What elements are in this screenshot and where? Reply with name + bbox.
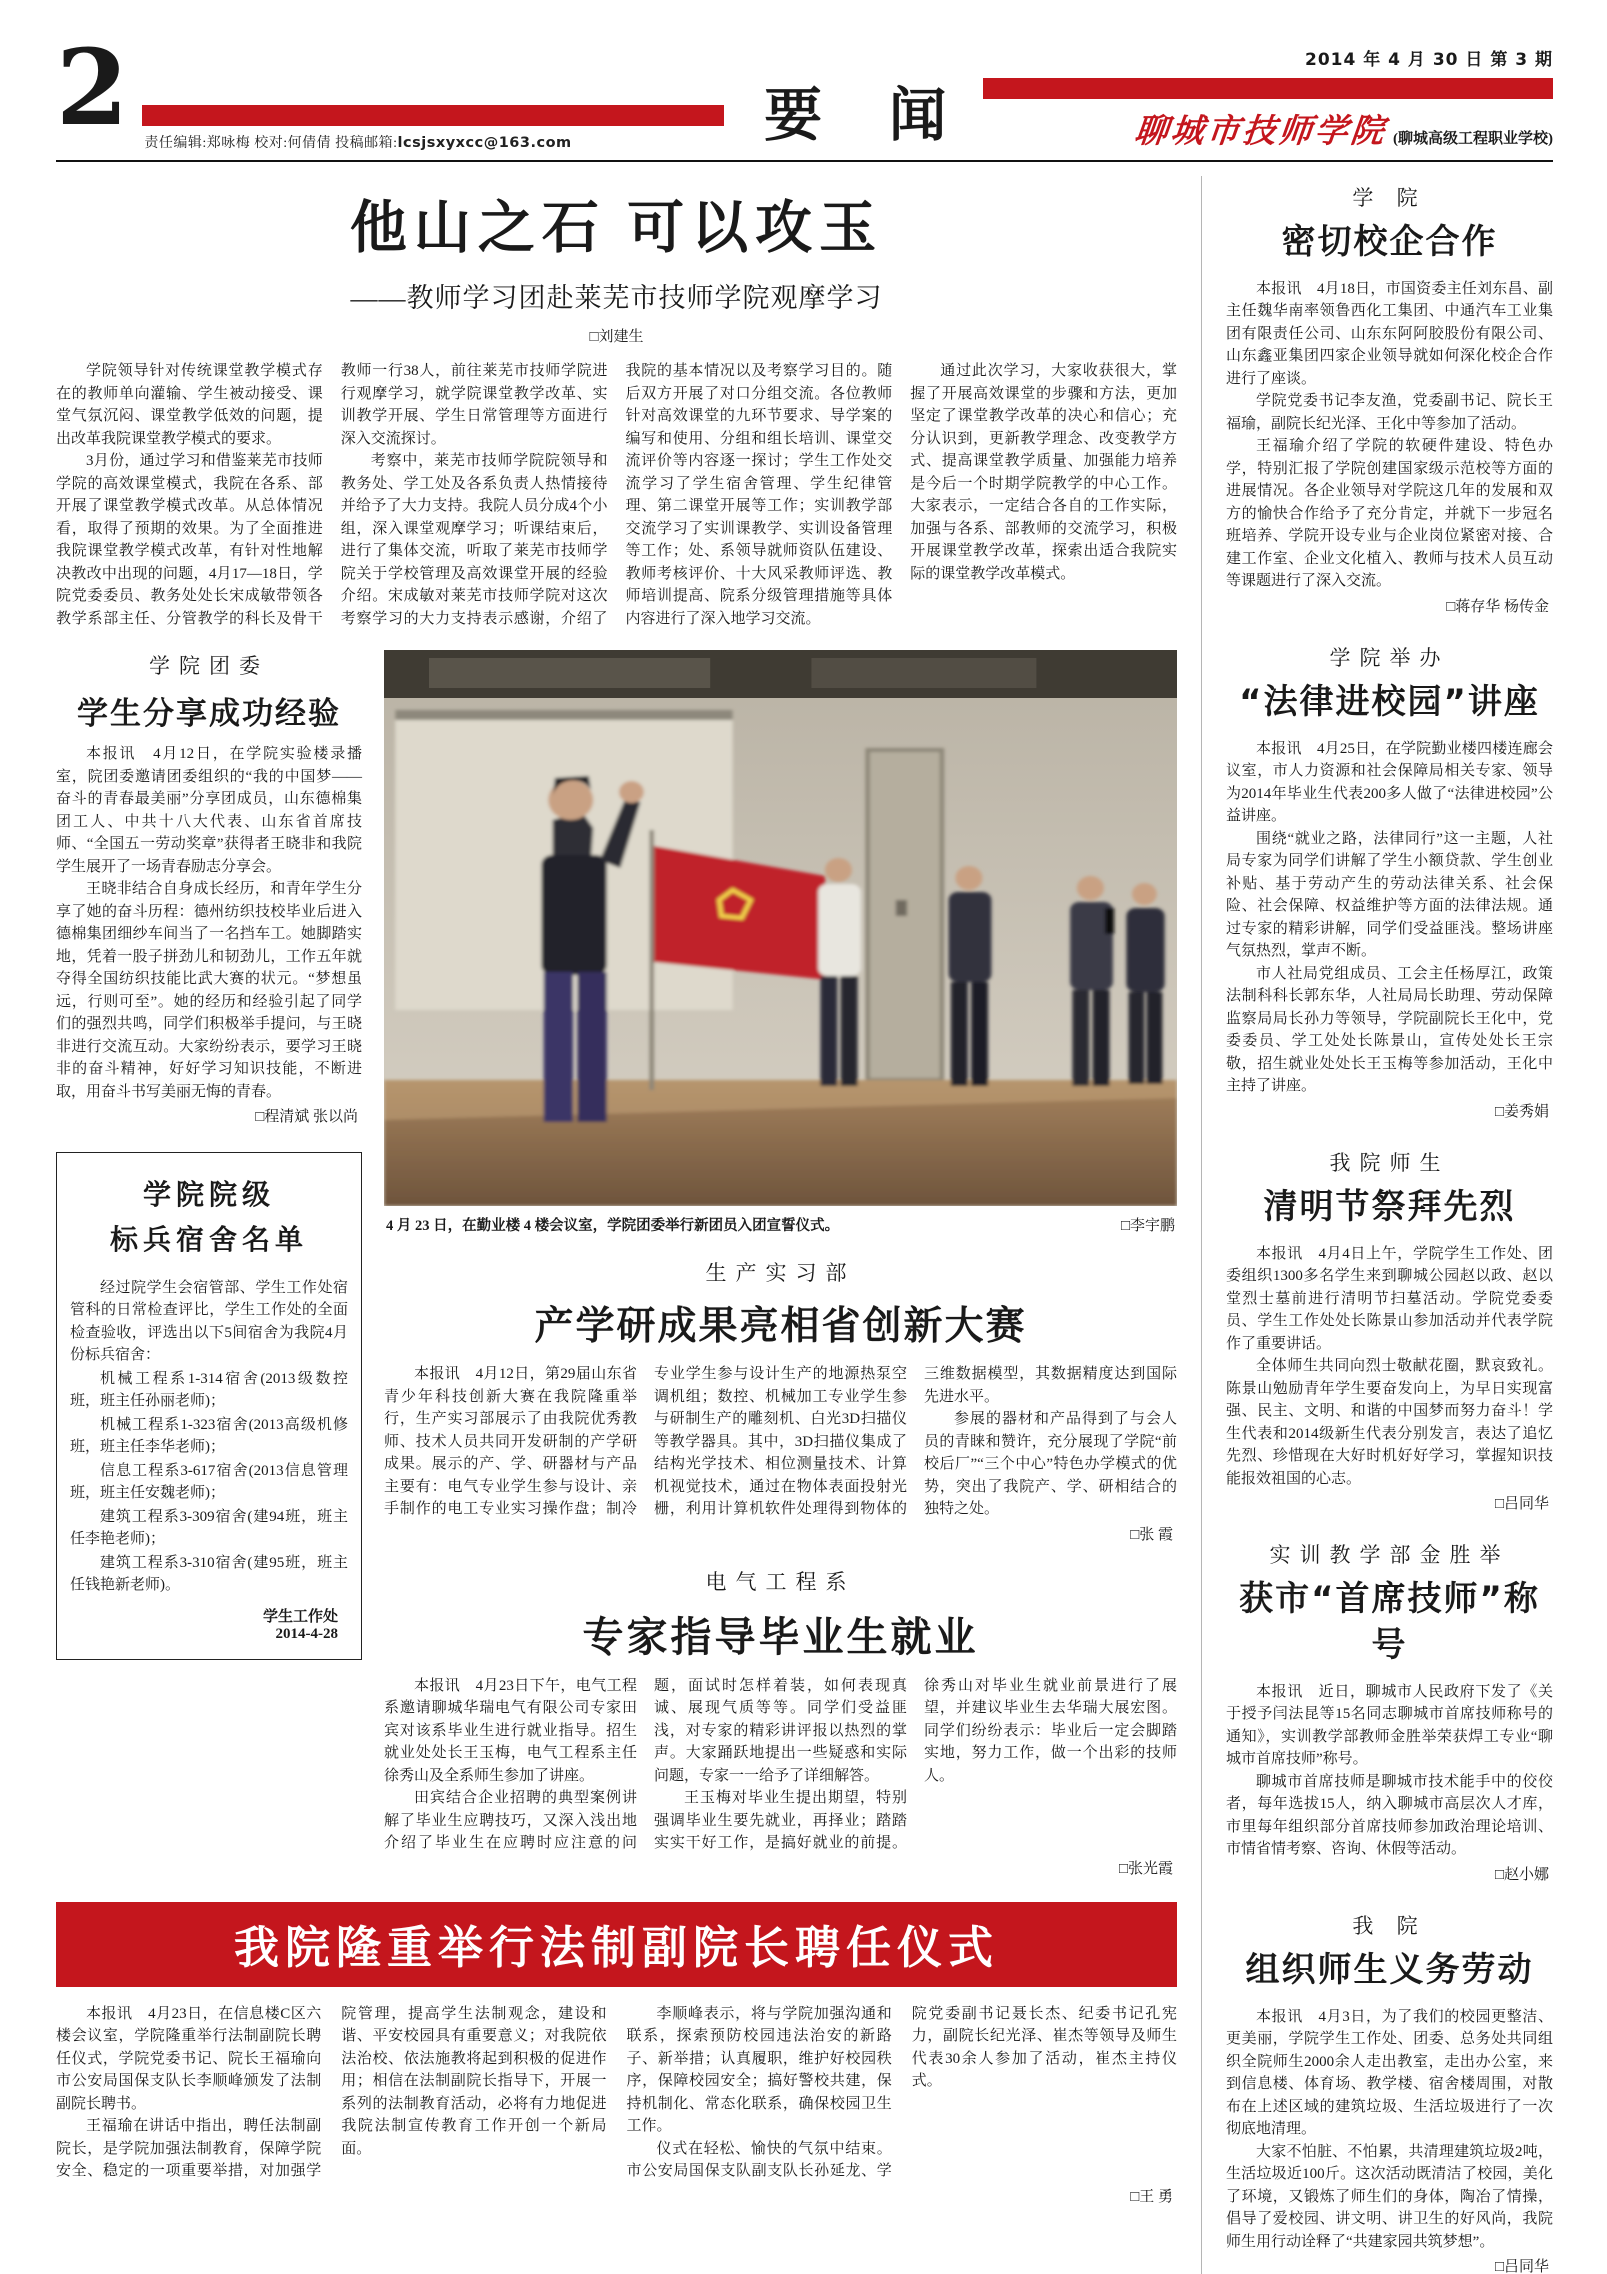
page-number: 2 — [56, 26, 129, 149]
banner-body: 本报讯 4月23日，在信息楼C区六楼会议室，学院隆重举行法制副院长聘任仪式，学院党委书记、院长王福瑜向市公安局国保支队长李顺峰颁发了法制副院长聘书。 王福瑜在讲话中指出，聘任法制副院长，是学院加强法制教育，保障学院安全、稳定的一项重要举措，对加强学院管理，提高学生法制观念，建设和谐、平安校园具有重要意义；对我院依法治校、依法施教将起到积极的促进作用；相信在法制副院长指导下，开展一系列的法制教育活动，必将有力地促进我院法制宣传教育工作开创一个新局面。 李顺峰表示，将与学院加强沟通和联系，探索预防校园违法治安的新路子、新举措；认真履职，维护好校园秩序，保障校园安全；搞好警校共建，保持机制化、常态化联系，确保校园卫生工作。 仪式在轻松、愉快的气氛中结束。市公安局国保支队副支队长孙延龙、学院党委副书记聂长杰、纪委书记孔宪力，副院长纪光泽、崔杰等领导及师生代表30余人参加了活动，崔杰主持仪式。 — [56, 2005, 1177, 2179]
electrical-kicker: 电气工程系 — [705, 1569, 856, 1594]
photo-credit: □李宇鹏 — [1120, 1218, 1175, 1234]
red-rule-left — [142, 105, 724, 126]
production-dept-article — [384, 1257, 1177, 1544]
editors-line — [142, 132, 724, 152]
sidebar-article-law-lecture — [1226, 642, 1553, 1121]
dorm-sign-date: 2014-4-28 — [275, 1625, 338, 1642]
chief-technician-byline: □赵小娜 — [1494, 1866, 1549, 1883]
editors-text: 责任编辑:郑咏梅 校对:何倩倩 投稿邮箱: — [144, 136, 398, 151]
dorm-signer: 学生工作处 — [262, 1608, 338, 1625]
dorm-box-title — [70, 1173, 348, 1263]
production-byline: □张 霞 — [1130, 1526, 1173, 1543]
dorm-list: 机械工程系1-314宿舍(2013级数控班，班主任孙丽老师)； 机械工程系1-323宿舍(2013高级机修班，班主任李华老师)； 信息工程系3-617宿舍(2013信息管理班，班主任安魏老师)； 建筑工程系3-309宿舍(建94班，班主任李艳老师)； 建筑工程系3-310宿舍(建95班，班主任钱艳新老师)。 — [70, 1370, 348, 1594]
youth-league-body: 本报讯 4月12日，在学院实验楼录播室，院团委邀请团委组织的“我的中国梦——奋斗的青春最美丽”分享团成员，山东德棉集团工人、中共十八大代表、山东省首席技师、“全国五一劳动奖章”获得者王晓非和我院学生展开了一场青春励志分享会。 王晓非结合自身成长经历，和青年学生分享了她的奋斗历程：德州纺织技校毕业后进入德棉集团细纱车间当了一名挡车工。她脚踏实地，凭着一股子拼劲儿和韧劲儿，工作五年就夺得全国纺织技能比武大赛的状元。“梦想虽远，行则可至”。她的经历和经验引起了同学们的强烈共鸣，同学们积极举手提问，与王晓非进行交流互动。大家纷纷表示，要学习王晓非的奋斗精神，好好学习知识技能，不断进取，用奋斗书写美丽无悔的青春。 — [56, 746, 362, 1100]
left-strip — [56, 650, 362, 1878]
volunteer-labor-kicker: 我 院 — [1352, 1913, 1427, 1938]
chief-technician-body: 本报讯 近日，聊城市人民政府下发了《关于授予闫法昆等15名同志聊城市首席技师称号的通知》，实训教学部教师金胜举荣获焊工专业“聊城市首席技师”称号。 聊城市首席技师是聊城市技术能手中的佼佼者，每年选拔15人，纳入聊城市高层次人才库，市里每年组织部分首席技师参加政治理论培训、市情省情考察、咨询、休假等活动。 — [1226, 1683, 1553, 1858]
law-lecture-body: 本报讯 4月25日，在学院勤业楼四楼连廊会议室，市人力资源和社会保障局相关专家、领导为2014年毕业生代表200多人做了“法律进校园”公益讲座。 围绕“就业之路，法律同行”这一主题，人社局专家为同学们讲解了学生小额贷款、学生创业补贴、基于劳动产生的劳动法律关系、社会保险、社会保障、权益维护等方面的法律法规。通过专家的精彩讲解，同学们受益匪浅。整场讲座气氛热烈，掌声不断。 市人社局党组成员、工会主任杨厚江，政策法制科科长郭东华，人社局局长助理、劳动保障监察局局长孙力等领导，学院副院长王化中，党委委员、学工处处长陈景山，宣传处处长王宗敬，招生就业处处长王玉梅等参加活动，王化中主持了讲座。 — [1226, 740, 1553, 1095]
qingming-kicker: 我院师生 — [1329, 1150, 1450, 1175]
right-sidebar — [1201, 176, 1553, 2274]
main-column — [56, 176, 1177, 2274]
qingming-headline: 清明节祭拜先烈 — [1263, 1186, 1516, 1227]
volunteer-labor-byline: □吕同华 — [1494, 2259, 1549, 2274]
masthead-brand — [983, 105, 1553, 152]
law-lecture-headline: “法律进校园”讲座 — [1239, 681, 1540, 722]
header-rule — [56, 160, 1553, 162]
qingming-body: 本报讯 4月4日上午，学院学生工作处、团委组织1300多名学生来到聊城公园赵以政、赵以堂烈士墓前进行清明节扫墓活动。学院党委委员、学生工作处处长陈景山参加活动并代表学院作了重要讲话。 全体师生共同向烈士敬献花圈，默哀致礼。陈景山勉励青年学生要奋发向上，为早日实现富强、民主、文明、和谐的中国梦而努力奋斗！学生代表和2014级新生代表分别发言，表达了追忆先烈、珍惜现在大好时机好好学习，掌握知识技能报效祖国的心志。 — [1226, 1245, 1553, 1487]
header-right — [979, 40, 1553, 152]
law-lecture-kicker: 学院举办 — [1329, 645, 1450, 670]
lead-body: 学院领导针对传统课堂教学模式存在的教师单向灌输、学生被动接受、课堂气氛沉闷、课堂教学低效的问题，提出改革我院课堂教学模式的要求。 3月份，通过学习和借鉴莱芜市技师学院的高效课堂模式，我院在各系、部开展了课堂教学模式改革。从总体情况看，取得了预期的效果。为了全面推进我院课堂教学模式改革，有针对性地解决教改中出现的问题，4月17—18日，学院党委委员、教务处处长宋成敏带领各教学系部主任、分管教学的科长及骨干教师一行38人，前往莱芜市技师学院进行观摩学习，就学院课堂教学改革、实训教学开展、学生日常管理等方面进行深入交流探讨。 考察中，莱芜市技师学院院领导和教务处、学工处及各系负责人热情接待并给予了大力支持。我院人员分成4个小组，深入课堂观摩学习；听课结束后，进行了集体交流，听取了莱芜市技师学院关于学校管理及高效课堂开展的经验介绍。宋成敏对莱芜市技师学院对这次考察学习的大力支持表示感谢，介绍了我院的基本情况以及考察学习目的。随后双方开展了对口分组交流。各位教师针对高效课堂的九环节要求、导学案的编写和使用、分组和组长培训、课堂交流评价等内容逐一探讨；学生工作处交流学习了学生宿舍管理、学生纪律管理、第二课堂开展等工作；实训教学部交流学习了实训课教学、实训设备管理等工作；处、系领导就师资队伍建设、教师考核评价、十大风采教师评选、教师培训提高、院系分级管理措施等具体内容进行了深入地学习交流。 通过此次学习，大家收获很大，掌握了开展高效课堂的步骤和方法，更加坚定了课堂教学改革的决心和信心；充分认识到，更新教学理念、改变教学方式、提高课堂教学质量、加强能力培养是今后一个时期学院教学的中心工作。大家表示，一定结合各自的工作实际，加强与各系、部教师的交流学习，积极开展课堂教学改革，探索出适合我院实际的课堂教学改革模式。 — [56, 363, 1177, 627]
electrical-headline: 专家指导毕业生就业 — [582, 1612, 979, 1661]
red-rule-right — [983, 78, 1553, 99]
college-name-script: 聊城市技师学院 — [1132, 114, 1389, 150]
cooperation-body: 本报讯 4月18日，市国资委主任刘东昌、副主任魏华南率领鲁西化工集团、中通汽车工业集团有限责任公司、山东东阿阿胶股份有限公司、山东鑫亚集团四家企业领导就如何深化校企合作进行了座谈。 学院党委书记李友渔，党委副书记、院长王福瑜，副院长纪光泽、王化中等参加了活动。 王福瑜介绍了学院的软硬件建设、特色办学，特别汇报了学院创建国家级示范校等方面的进展情况。各企业领导对学院这几年的发展和双方的愉快合作给予了充分肯定，并就下一步冠名班培养、学院开设专业与企业岗位紧密对接、合建工作室、企业文化植入、教师与技术人员互动等课题进行了深入交流。 — [1226, 280, 1553, 590]
lead-byline: □刘建生 — [589, 329, 644, 345]
sidebar-article-chief-technician — [1226, 1539, 1553, 1884]
photo-caption-text: 4 月 23 日，在勤业楼 4 楼会议室，学院团委举行新团员入团宣誓仪式。 — [386, 1218, 840, 1234]
banner-article — [56, 2003, 1177, 2206]
sidebar-article-qingming — [1226, 1147, 1553, 1513]
banner-headline: 我院隆重举行法制副院长聘任仪式 — [56, 1902, 1177, 1987]
page-header — [56, 26, 1553, 152]
youth-league-byline: □程清斌 张以尚 — [255, 1109, 358, 1125]
production-kicker: 生产实习部 — [705, 1261, 856, 1285]
sidebar-article-volunteer-labor — [1226, 1910, 1553, 2274]
youth-league-headline: 学生分享成功经验 — [77, 696, 341, 732]
qingming-byline: □吕同华 — [1494, 1496, 1549, 1513]
photo-caption — [384, 1206, 1177, 1235]
banner-byline: □王 勇 — [1130, 2188, 1173, 2205]
volunteer-labor-headline: 组织师生义务劳动 — [1245, 1949, 1534, 1990]
lead-headline: 他山之石 可以攻玉 — [349, 197, 884, 260]
center-column — [384, 650, 1177, 1878]
volunteer-labor-body: 本报讯 4月3日，为了我们的校园更整洁、更美丽，学院学生工作处、团委、总务处共同组织全院师生2000余人走出教室，走出办公室，来到信息楼、体育场、教学楼、宿舍楼周围，对散布在上述区域的建筑垃圾、生活垃圾进行了一次彻底地清理。 大家不怕脏、不怕累，共清理建筑垃圾2吨，生活垃圾近100斤。这次活动既清洁了校园，美化了环境，又锻炼了师生们的身体，陶冶了情操，倡导了爱校园、讲文明、讲卫生的好风尚，我院师生用行动诠释了“共建家园共筑梦想”。 — [1226, 2008, 1553, 2250]
electrical-dept-article — [384, 1566, 1177, 1878]
submission-email: lcsjsxyxcc@163.com — [397, 135, 572, 151]
ceremony-photo — [384, 650, 1177, 1235]
date-issue: 2014 年 4 月 30 日 第 3 期 — [1305, 50, 1553, 70]
dorm-title-line2: 标兵宿舍名单 — [109, 1222, 308, 1256]
model-dorm-box — [56, 1152, 362, 1660]
cooperation-byline: □蒋存华 杨传金 — [1446, 598, 1549, 615]
production-body: 本报讯 4月12日，第29届山东省青少年科技创新大赛在我院隆重举行，生产实习部展示了由我院优秀教师、技术人员共同开发研制的产学研成果。展示的产、学、研器材与产品主要有：电气专业学生参与设计、亲手制作的电工专业实习操作盘；制冷专业学生参与设计生产的地源热泵空调机组；数控、机械加工专业学生参与研制生产的雕刻机、白光3D扫描仪等教学器具。其中，3D扫描仪集成了结构光学技术、相位测量技术、计算机视觉技术，通过在物体表面投射光栅，利用计算机软件处理得到物体的三维数据模型，其数据精度达到国际先进水平。 参展的器材和产品得到了与会人员的青睐和赞许，充分展现了学院“前校后厂”“三个中心”特色办学模式的优势，突出了我院产、学、研相结合的独特之处。 — [384, 1366, 1177, 1517]
electrical-byline: □张光霞 — [1118, 1860, 1173, 1877]
youth-league-article — [56, 650, 362, 1126]
dorm-intro: 经过院学生会宿管部、学生工作处宿管科的日常检查评比，学生工作处的全面检查验收，评选出以下5间宿舍为我院4月份标兵宿舍： — [70, 1279, 348, 1364]
ceremony-photo-image — [384, 650, 1177, 1206]
section-title: 要 闻 — [764, 83, 973, 148]
header-left — [142, 40, 740, 152]
electrical-body: 本报讯 4月23日下午，电气工程系邀请聊城华瑞电气有限公司专家田宾对该系毕业生进行就业指导。招生就业处处长王玉梅，电气工程系主任徐秀山及全系师生参加了讲座。 田宾结合企业招聘的典型案例讲解了毕业生应聘技巧，又深入浅出地介绍了毕业生在应聘时应注意的问题，面试时怎样着装，如何表现真诚、展现气质等等。同学们受益匪浅，对专家的精彩讲评报以热烈的掌声。大家踊跃地提出一些疑惑和实际问题，专家一一给予了详细解答。 王玉梅对毕业生提出期望，特别强调毕业生要先就业，再择业；踏踏实实干好工作，是搞好就业的前提。徐秀山对毕业生就业前景进行了展望，并建议毕业生去华瑞大展宏图。同学们纷纷表示：毕业后一定会脚踏实地，努力工作，做一个出彩的技师人。 — [384, 1677, 1177, 1851]
dorm-title-line1: 学院院级 — [142, 1178, 275, 1211]
production-headline: 产学研成果亮相省创新大赛 — [534, 1305, 1027, 1348]
youth-league-kicker: 学院团委 — [149, 654, 269, 678]
cooperation-kicker: 学 院 — [1352, 186, 1427, 210]
chief-technician-kicker: 实训教学部金胜举 — [1269, 1543, 1510, 1568]
law-lecture-byline: □姜秀娟 — [1494, 1103, 1549, 1120]
lead-subhead: ——教师学习团赴莱芜市技师学院观摩学习 — [350, 283, 883, 313]
chief-technician-headline: 获市“首席技师”称号 — [1239, 1579, 1540, 1666]
sidebar-article-cooperation — [1226, 182, 1553, 616]
college-name-sub: (聊城高级工程职业学校) — [1393, 131, 1553, 147]
lead-article — [56, 182, 1177, 630]
cooperation-headline: 密切校企合作 — [1281, 222, 1498, 262]
